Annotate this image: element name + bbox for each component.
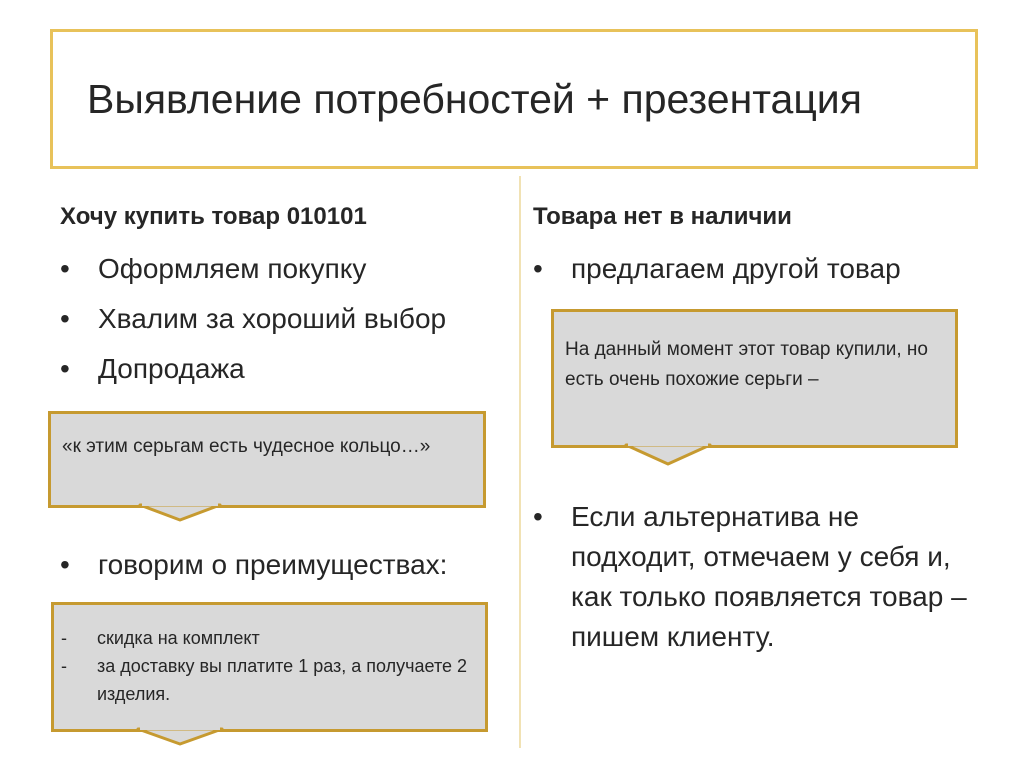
benefits-callout-tail xyxy=(138,729,222,749)
column-divider xyxy=(519,176,521,748)
bullet-item: • говорим о преимуществах: xyxy=(60,540,447,590)
upsell-callout-text: «к этим серьгам есть чудесное кольцо…» xyxy=(62,436,431,457)
left-bullet-list xyxy=(60,244,446,394)
alternative-callout-text: На данный момент этот товар купили, но есть очень похожие серьги – xyxy=(565,339,928,390)
title-box xyxy=(50,29,978,169)
bullet-item: • Если альтернатива не подходит, отмечаем у себя и, как только появляется товар – пишем клиенту. xyxy=(533,497,973,657)
bullet-item: • Допродажа xyxy=(60,344,446,394)
bullet-item: • предлагаем другой товар xyxy=(533,244,901,294)
benefits-list xyxy=(52,624,472,708)
benefit-item: - скидка на комплект xyxy=(52,624,472,652)
benefits-bullet-list xyxy=(60,540,447,590)
benefit-item: - за доставку вы платите 1 раз, а получаете 2 изделия. xyxy=(52,652,472,708)
upsell-callout-tail xyxy=(140,505,220,525)
left-heading: Хочу купить товар 010101 xyxy=(60,203,367,230)
alternative-callout-tail xyxy=(626,445,710,469)
right-bullet-list xyxy=(533,244,901,294)
slide-title: Выявление потребностей + презентация xyxy=(87,75,862,122)
right-heading: Товара нет в наличии xyxy=(533,203,792,230)
bullet-item: • Оформляем покупку xyxy=(60,244,446,294)
bullet-item: • Хвалим за хороший выбор xyxy=(60,294,446,344)
followup-bullet-list xyxy=(533,497,973,657)
